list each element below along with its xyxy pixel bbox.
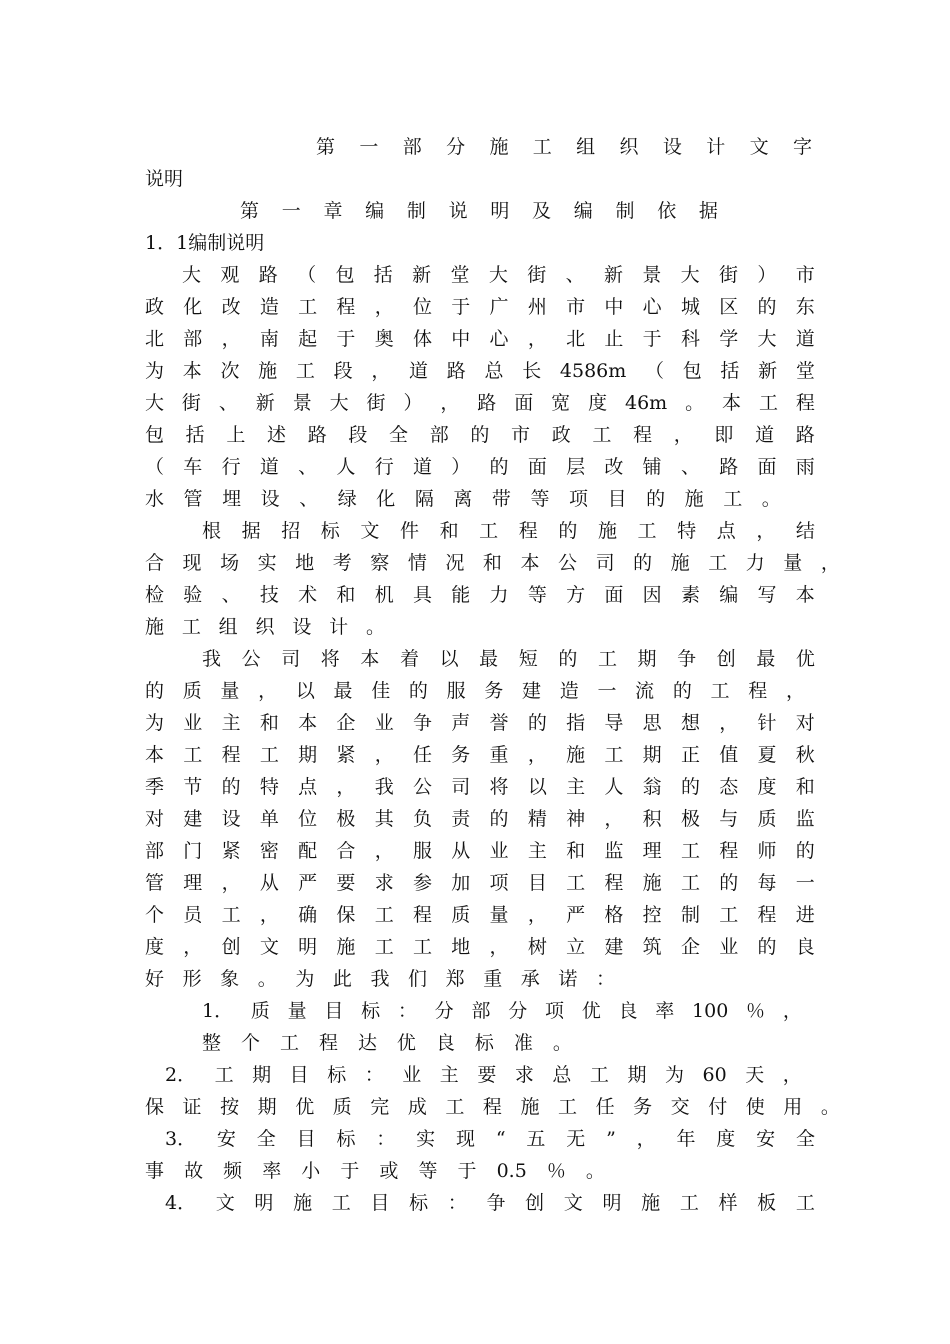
goal-safety-cont: 事 故 频 率 小 于 或 等 于 0.5 ％ 。: [145, 1160, 605, 1182]
goal-schedule: 2． 工 期 目 标 ： 业 主 要 求 总 工 期 为 60 天 ，: [165, 1064, 802, 1086]
paragraph-line: 个 员 工 ， 确 保 工 程 质 量 ， 严 格 控 制 工 程 进: [145, 904, 815, 926]
paragraph-line: 部 门 紧 密 配 合 ， 服 从 业 主 和 监 理 工 程 师 的: [145, 840, 815, 862]
section-heading: 1． 1 编 制 说 明: [145, 232, 265, 254]
paragraph-line: 水 管 埋 设 、 绿 化 隔 离 带 等 项 目 的 施 工 。: [145, 488, 781, 510]
part-title-cont: 说 明: [145, 168, 184, 190]
paragraph-line: 本 工 程 工 期 紧 ， 任 务 重 ， 施 工 期 正 值 夏 秋: [145, 744, 815, 766]
paragraph-line: （ 车 行 道 、 人 行 道 ） 的 面 层 改 铺 、 路 面 雨: [145, 456, 815, 478]
paragraph-line: 管 理 ， 从 严 要 求 参 加 项 目 工 程 施 工 的 每 一: [145, 872, 815, 894]
paragraph-line: 好 形 象 。 为 此 我 们 郑 重 承 诺 ：: [145, 968, 615, 990]
paragraph-line: 大 观 路 （ 包 括 新 堂 大 街 、 新 景 大 街 ） 市: [182, 264, 815, 286]
goal-civilized-construction: 4． 文 明 施 工 目 标 ： 争 创 文 明 施 工 样 板 工: [165, 1192, 815, 1214]
paragraph-line: 检 验 、 技 术 和 机 具 能 力 等 方 面 因 素 编 写 本: [145, 584, 815, 606]
paragraph-line: 施 工 组 织 设 计 。: [145, 616, 385, 638]
goal-quality: 1． 质 量 目 标 ： 分 部 分 项 优 良 率 100 ％ ，: [202, 1000, 802, 1022]
paragraph-line: 北 部 ， 南 起 于 奥 体 中 心 ， 北 止 于 科 学 大 道: [145, 328, 815, 350]
goal-safety: 3． 安 全 目 标 ： 实 现 “ 五 无 ” ， 年 度 安 全: [165, 1128, 815, 1150]
paragraph-line: 根 据 招 标 文 件 和 工 程 的 施 工 特 点 ， 结: [202, 520, 815, 542]
paragraph-line: 大 街 、 新 景 大 街 ） ， 路 面 宽 度 46m 。 本 工 程: [145, 392, 815, 414]
paragraph-line: 为 业 主 和 本 企 业 争 声 誉 的 指 导 思 想 ， 针 对: [145, 712, 815, 734]
paragraph-line: 的 质 量 ， 以 最 佳 的 服 务 建 造 一 流 的 工 程 ，: [145, 680, 805, 702]
goal-schedule-cont: 保 证 按 期 优 质 完 成 工 程 施 工 任 务 交 付 使 用 。: [145, 1096, 840, 1118]
paragraph-line: 对 建 设 单 位 极 其 负 责 的 精 神 ， 积 极 与 质 监: [145, 808, 815, 830]
chapter-title: 第 一 章 编 制 说 明 及 编 制 依 据: [240, 200, 718, 222]
part-title: 第 一 部 分 施 工 组 织 设 计 文 字: [316, 136, 812, 158]
paragraph-line: 度 ， 创 文 明 施 工 工 地 ， 树 立 建 筑 企 业 的 良: [145, 936, 815, 958]
paragraph-line: 政 化 改 造 工 程 ， 位 于 广 州 市 中 心 城 区 的 东: [145, 296, 815, 318]
paragraph-line: 为 本 次 施 工 段 ， 道 路 总 长 4586m （ 包 括 新 堂: [145, 360, 815, 382]
paragraph-line: 我 公 司 将 本 着 以 最 短 的 工 期 争 创 最 优: [202, 648, 815, 670]
paragraph-line: 包 括 上 述 路 段 全 部 的 市 政 工 程 ， 即 道 路: [145, 424, 815, 446]
paragraph-line: 合 现 场 实 地 考 察 情 况 和 本 公 司 的 施 工 力 量 ，: [145, 552, 840, 574]
paragraph-line: 季 节 的 特 点 ， 我 公 司 将 以 主 人 翁 的 态 度 和: [145, 776, 815, 798]
goal-quality-cont: 整 个 工 程 达 优 良 标 准 。: [202, 1032, 572, 1054]
